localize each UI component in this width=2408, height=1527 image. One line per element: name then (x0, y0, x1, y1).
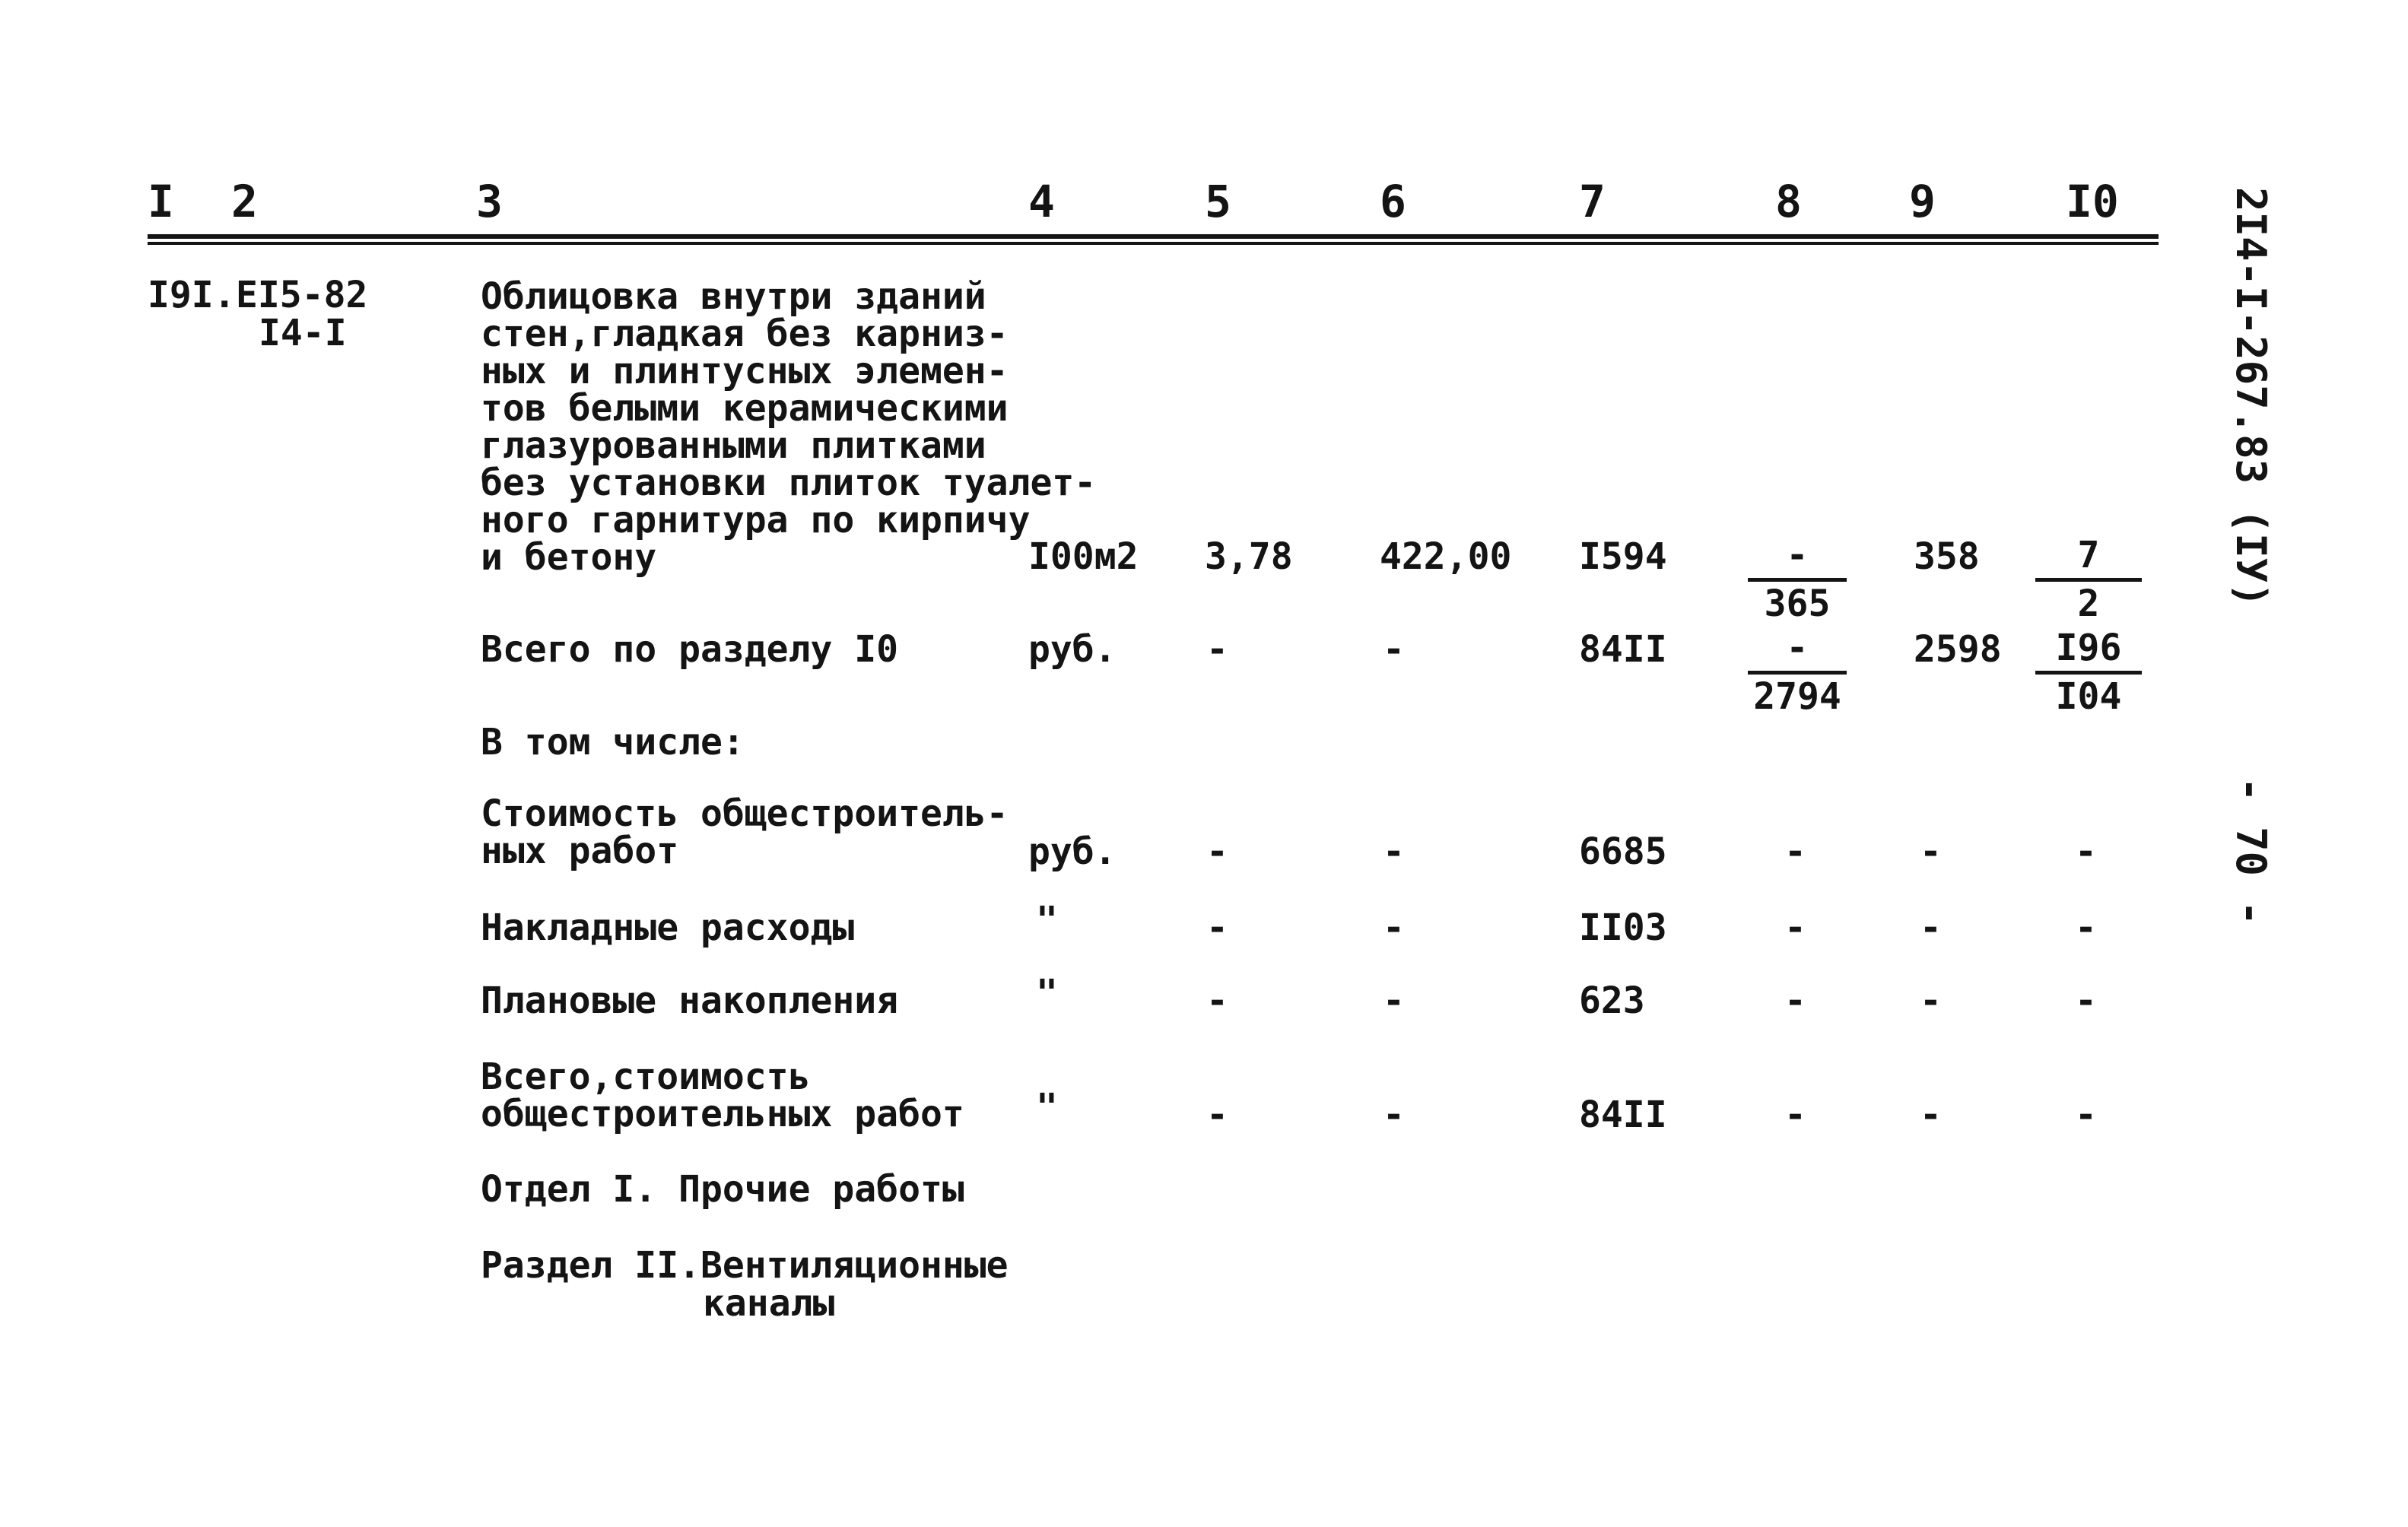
section-total-col8-top: - (1786, 627, 1809, 669)
department-heading: Отдел I. Прочие работы (481, 1168, 964, 1211)
item-code-sub: I4-I (259, 312, 347, 354)
col-header-9: 9 (1909, 176, 1936, 227)
item-total-cost: I594 (1579, 535, 1667, 578)
section-total-col8-fraction (1740, 627, 1854, 729)
section-total-col10-fraction (2028, 627, 2149, 729)
row-savings-col9: - (1920, 979, 1942, 1022)
row-savings-label: Плановые накопления (481, 979, 899, 1022)
item-col8-bar (1748, 578, 1847, 582)
row-overhead-col7: II03 (1579, 906, 1667, 949)
row-total-construction-col10: - (2075, 1094, 2097, 1136)
section-total-col5: - (1206, 628, 1228, 671)
col-header-4: 4 (1028, 176, 1055, 227)
row-construction-unit: руб. (1028, 830, 1117, 873)
section-total-label: Всего по разделу I0 (481, 628, 899, 671)
col-header-8: 8 (1775, 176, 1802, 227)
row-total-construction-col7: 84II (1579, 1094, 1667, 1136)
row-overhead-col5: - (1206, 906, 1228, 949)
section-total-col8-bottom: 2794 (1753, 675, 1841, 718)
row-total-construction-unit: " (1036, 1086, 1058, 1129)
item-col9: 358 (1914, 535, 1980, 578)
section-total-unit: руб. (1028, 628, 1117, 671)
row-savings-col6: - (1383, 979, 1405, 1022)
row-total-construction-col9: - (1920, 1094, 1942, 1136)
section-total-col10-bar (2035, 671, 2142, 675)
item-unit: I00м2 (1028, 535, 1139, 578)
row-overhead-col10: - (2075, 906, 2097, 949)
row-overhead-col9: - (1920, 906, 1942, 949)
item-col8-top: - (1786, 534, 1809, 576)
including-label: В том числе: (481, 721, 745, 764)
row-construction-label: Стоимость общестроитель- ных работ (481, 792, 1009, 872)
row-overhead-col6: - (1383, 906, 1405, 949)
item-quantity: 3,78 (1205, 535, 1293, 578)
row-savings-unit: " (1036, 972, 1058, 1014)
page-number: - 70 - (2227, 777, 2275, 926)
item-position: I9I. (148, 274, 236, 316)
row-overhead-unit: " (1036, 899, 1058, 941)
item-col10-bottom: 2 (2077, 583, 2100, 625)
section-total-cost: 84II (1579, 628, 1667, 671)
document-code: 2I4-I-267.83 (IУ) (2227, 187, 2275, 608)
section-heading-line2: каналы (703, 1282, 835, 1325)
section-total-col10-bottom: I04 (2055, 675, 2122, 718)
col-header-10: I0 (2066, 176, 2119, 227)
item-col10-top: 7 (2077, 534, 2100, 576)
row-construction-col10: - (2075, 830, 2097, 873)
section-total-col10-top: I96 (2055, 627, 2122, 669)
row-savings-col7: 623 (1579, 979, 1645, 1022)
item-col8-fraction (1740, 534, 1854, 636)
item-col10-bar (2035, 578, 2142, 582)
row-overhead-col8: - (1784, 906, 1806, 949)
col-header-6: 6 (1380, 176, 1406, 227)
row-construction-col8: - (1784, 830, 1806, 873)
item-description: Облицовка внутри зданий стен,гладкая без карниз- ных и плинтусных элемен- тов белыми керамическими глазурованными плитками без установки плиток туалет- ного гарнитура по кирпичу и бетону (481, 275, 1097, 579)
header-rule-bottom (148, 242, 2159, 245)
row-savings-col8: - (1784, 979, 1806, 1022)
row-total-construction-col8: - (1784, 1094, 1806, 1136)
col-header-3: 3 (476, 176, 503, 227)
row-construction-col7: 6685 (1579, 830, 1667, 873)
item-col8-bottom: 365 (1764, 583, 1831, 625)
row-total-construction-label: Всего,стоимость общестроительных работ (481, 1056, 964, 1135)
row-savings-col10: - (2075, 979, 2097, 1022)
col-header-7: 7 (1579, 176, 1606, 227)
section-total-col6: - (1383, 628, 1405, 671)
header-rule-top (148, 234, 2159, 239)
row-savings-col5: - (1206, 979, 1228, 1022)
item-col10-fraction (2028, 534, 2149, 636)
section-total-col9: 2598 (1914, 628, 2002, 671)
section-total-col8-bar (1748, 671, 1847, 675)
row-construction-col5: - (1206, 830, 1228, 873)
col-header-5: 5 (1205, 176, 1231, 227)
row-overhead-label: Накладные расходы (481, 906, 855, 949)
item-unit-cost: 422,00 (1380, 535, 1512, 578)
item-code: EI5-82 (236, 274, 368, 316)
row-total-construction-col5: - (1206, 1094, 1228, 1136)
row-construction-col9: - (1920, 830, 1942, 873)
section-heading-line1: Раздел II.Вентиляционные (481, 1244, 1009, 1287)
col-header-1: I (148, 176, 174, 227)
col-header-2: 2 (231, 176, 258, 227)
row-construction-col6: - (1383, 830, 1405, 873)
row-total-construction-col6: - (1383, 1094, 1405, 1136)
